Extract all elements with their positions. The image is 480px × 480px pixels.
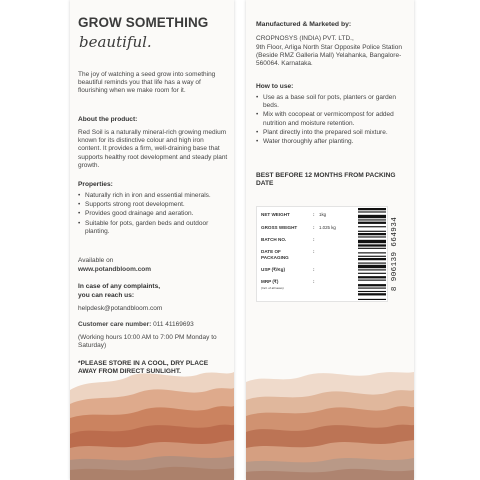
mrp-label: MRP (₹) <box>261 279 279 284</box>
barcode-bar <box>358 265 386 268</box>
barcode-bar <box>358 280 386 281</box>
barcode-bar <box>358 263 386 264</box>
complaints-heading-2: you can reach us: <box>78 292 135 299</box>
about-heading: About the product: <box>78 116 138 123</box>
barcode-bar <box>358 222 386 224</box>
barcode-bar <box>358 236 386 237</box>
mrp-colon: : <box>313 279 315 284</box>
working-hours: (Working hours 10:00 AM to 7:00 PM Monday to Saturday) <box>78 334 217 350</box>
barcode-bar <box>358 231 386 232</box>
list-item: • Supports strong root development. <box>78 201 228 209</box>
barcode-bar <box>358 291 386 292</box>
helpdesk-email[interactable]: helpdesk@potandbloom.com <box>78 305 163 312</box>
how-to-use-list <box>256 94 406 147</box>
how-to-use-heading: How to use: <box>256 83 294 90</box>
gross-weight-value: 1.025 kg <box>319 225 336 230</box>
barcode-bar <box>358 244 386 246</box>
care-label: Customer care number: <box>78 321 152 328</box>
net-weight-value: 1kg <box>319 212 327 217</box>
landscape-illustration <box>70 360 234 480</box>
barcode-bar <box>358 252 386 253</box>
company-address: 9th Floor, Arliga North Star Opposite Police Station (Beside RMZ Galleria Mall) Yelahanka, Bangalore-560064. Karnataka. <box>256 44 402 68</box>
care-number: 011 41169693 <box>153 321 194 328</box>
date-label: DATE OF <box>261 249 281 254</box>
barcode-bar <box>358 269 386 270</box>
barcode-number: 8 906139 664934 <box>391 216 399 292</box>
company-name: CROPNOSYS (INDIA) PVT. LTD., <box>256 35 354 42</box>
barcode-bar <box>358 288 386 289</box>
list-item: • Naturally rich in iron and essential minerals. <box>78 192 228 200</box>
barcode <box>358 208 386 300</box>
date-colon: : <box>313 249 315 254</box>
customer-care <box>78 321 194 329</box>
barcode-bar <box>358 211 386 212</box>
gross-weight-label: GROSS WEIGHT <box>261 225 298 230</box>
list-item: • Water thoroughly after planting. <box>256 138 406 146</box>
barcode-bar <box>358 226 386 227</box>
gross-weight-colon: : <box>313 225 315 230</box>
headline-script-word: beautiful. <box>79 33 152 51</box>
barcode-bar <box>358 215 386 218</box>
barcode-bar <box>358 299 386 300</box>
barcode-bar <box>358 284 386 286</box>
best-before-note: BEST BEFORE 12 MONTHS FROM PACKING DATE <box>256 172 396 188</box>
landscape-illustration <box>246 360 414 480</box>
barcode-bar <box>358 219 386 220</box>
available-label: Available on <box>78 257 114 264</box>
list-item: • Suitable for pots, garden beds and outdoor planting. <box>78 220 228 236</box>
mrp-sub: (Incl. of all taxes) <box>261 286 284 290</box>
storage-note: *PLEASE STORE IN A COOL, DRY PLACE AWAY FROM DIRECT SUNLIGHT. <box>78 360 209 376</box>
intro-text: The joy of watching a seed grow into something beautiful reminds you that life has a way of flourishing when we make room for it. <box>78 71 216 95</box>
marketed-heading: Manufactured & Marketed by: <box>256 21 352 28</box>
usp-label: USP (₹/Kg) <box>261 267 286 272</box>
net-weight-colon: : <box>313 212 315 217</box>
barcode-bar <box>358 233 386 235</box>
website-link[interactable]: www.potandbloom.com <box>78 266 152 273</box>
properties-list <box>78 192 228 237</box>
date-label-2: PACKAGING <box>261 255 289 260</box>
list-item: • Use as a base soil for pots, planters or garden beds. <box>256 94 406 110</box>
usp-colon: : <box>313 267 315 272</box>
net-weight-label: NET WEIGHT <box>261 212 290 217</box>
list-item: • Mix with cocopeat or vermicompost for added nutrition and moisture retention. <box>256 111 406 127</box>
list-item: • Provides good drainage and aeration. <box>78 210 228 218</box>
barcode-bar <box>358 293 386 295</box>
barcode-bar <box>358 258 386 260</box>
batch-colon: : <box>313 237 315 242</box>
barcode-bar <box>358 240 386 243</box>
headline: GROW SOMETHING <box>78 15 209 30</box>
barcode-bar <box>358 248 386 249</box>
properties-heading: Properties: <box>78 181 113 188</box>
barcode-bar <box>358 273 386 274</box>
list-item: • Plant directly into the prepared soil mixture. <box>256 129 406 137</box>
about-text: Red Soil is a naturally mineral-rich growing medium known for its distinctive colour and high iron content. It provides a firm, well-draining base that supports healthy root development and steady plant growth. <box>78 129 228 169</box>
complaints-heading: In case of any complaints, <box>78 283 161 290</box>
barcode-bar <box>358 256 386 257</box>
barcode-bar <box>358 208 386 210</box>
barcode-bar <box>358 276 386 278</box>
batch-label: BATCH NO. <box>261 237 287 242</box>
